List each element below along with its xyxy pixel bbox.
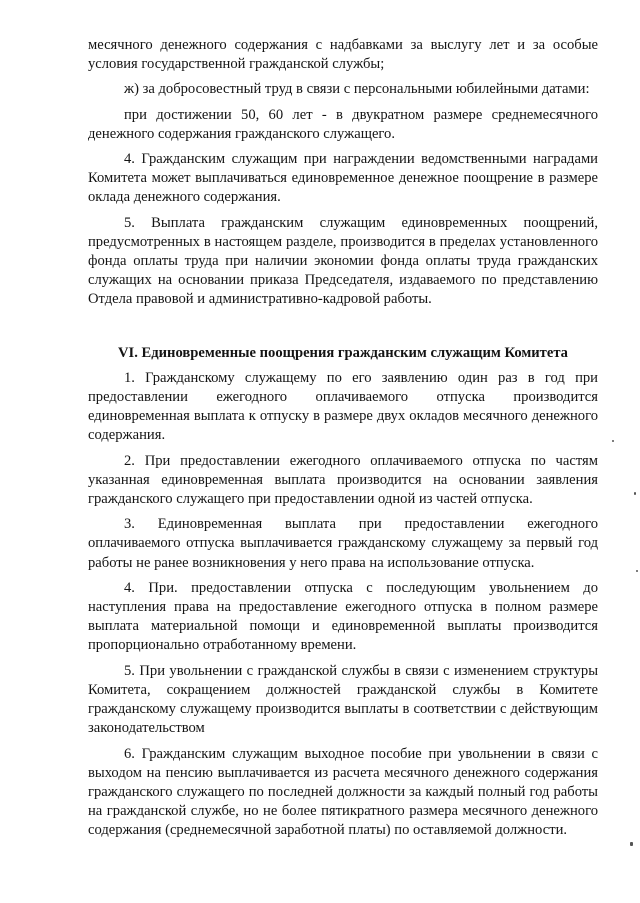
scan-speck <box>636 570 638 572</box>
paragraph-item-5: 5. Выплата гражданским служащим единовременных поощрений, предусмотренных в настоящем разделе, производится в пределах установленного фонда оплаты труда при наличии экономии фонда оплаты труда гражданских служащих на основании приказа Председателя, издаваемого по представлению Отдела правовой и административно-кадровой работы. <box>88 214 598 308</box>
paragraph-jubilee: при достижении 50, 60 лет - в двукратном размере среднемесячного денежного содержания гражданского служащего. <box>88 106 598 142</box>
paragraph-item-4: 4. Гражданским служащим при награждении ведомственными наградами Комитета может выплачиваться единовременное денежное поощрение в размере оклада денежного содержания. <box>88 151 598 206</box>
section6-item-1: 1. Гражданскому служащему по его заявлению один раз в год при предоставлении ежегодного оплачиваемого отпуска производится единовременная выплата к отпуску в размере двух окладов месячного денежного содержания. <box>88 369 598 444</box>
section6-item-3: 3. Единовременная выплата при предоставлении ежегодного оплачиваемого отпуска выплачивается гражданскому служащему за первый год работы не ранее возникновения у него права на использование отпуска. <box>88 516 598 571</box>
scan-speck <box>612 440 614 442</box>
scan-speck <box>630 842 633 846</box>
section6-item-6: 6. Гражданским служащим выходное пособие при увольнении в связи с выходом на пенсию выплачивается из расчета месячного денежного содержания гражданского служащего по последней должности за каждый полный год работы на гражданской службе, но не более пятикратного размера месячного денежного содержания (среднемесячной заработной платы) по оставляемой должности. <box>88 745 598 839</box>
section6-item-2: 2. При предоставлении ежегодного оплачиваемого отпуска по частям указанная единовременная выплата производится на основании заявления гражданского служащего при предоставлении одной из частей отпуска. <box>88 452 598 508</box>
document-body <box>88 36 598 841</box>
paragraph-item-zh: ж) за добросовестный труд в связи с персональными юбилейными датами: <box>124 81 590 98</box>
section6-item-5: 5. При увольнении с гражданской службы в связи с изменением структуры Комитета, сокращением должностей гражданской службы в Комитете гражданскому служащему производится выплаты в соответствии с действующим законодательством <box>88 662 598 737</box>
section-heading: VI. Единовременные поощрения гражданским служащим Комитета <box>118 344 568 361</box>
scan-speck <box>634 492 636 495</box>
paragraph-continuation: месячного денежного содержания с надбавками за выслугу лет и за особые условия государственной гражданской службы; <box>88 37 598 73</box>
section6-item-4: 4. При. предоставлении отпуска с последующим увольнением до наступления права на предоставление ежегодного отпуска в полном размере выплата материальной помощи и единовременной выплаты производится пропорционально отработанному времени. <box>88 579 598 654</box>
